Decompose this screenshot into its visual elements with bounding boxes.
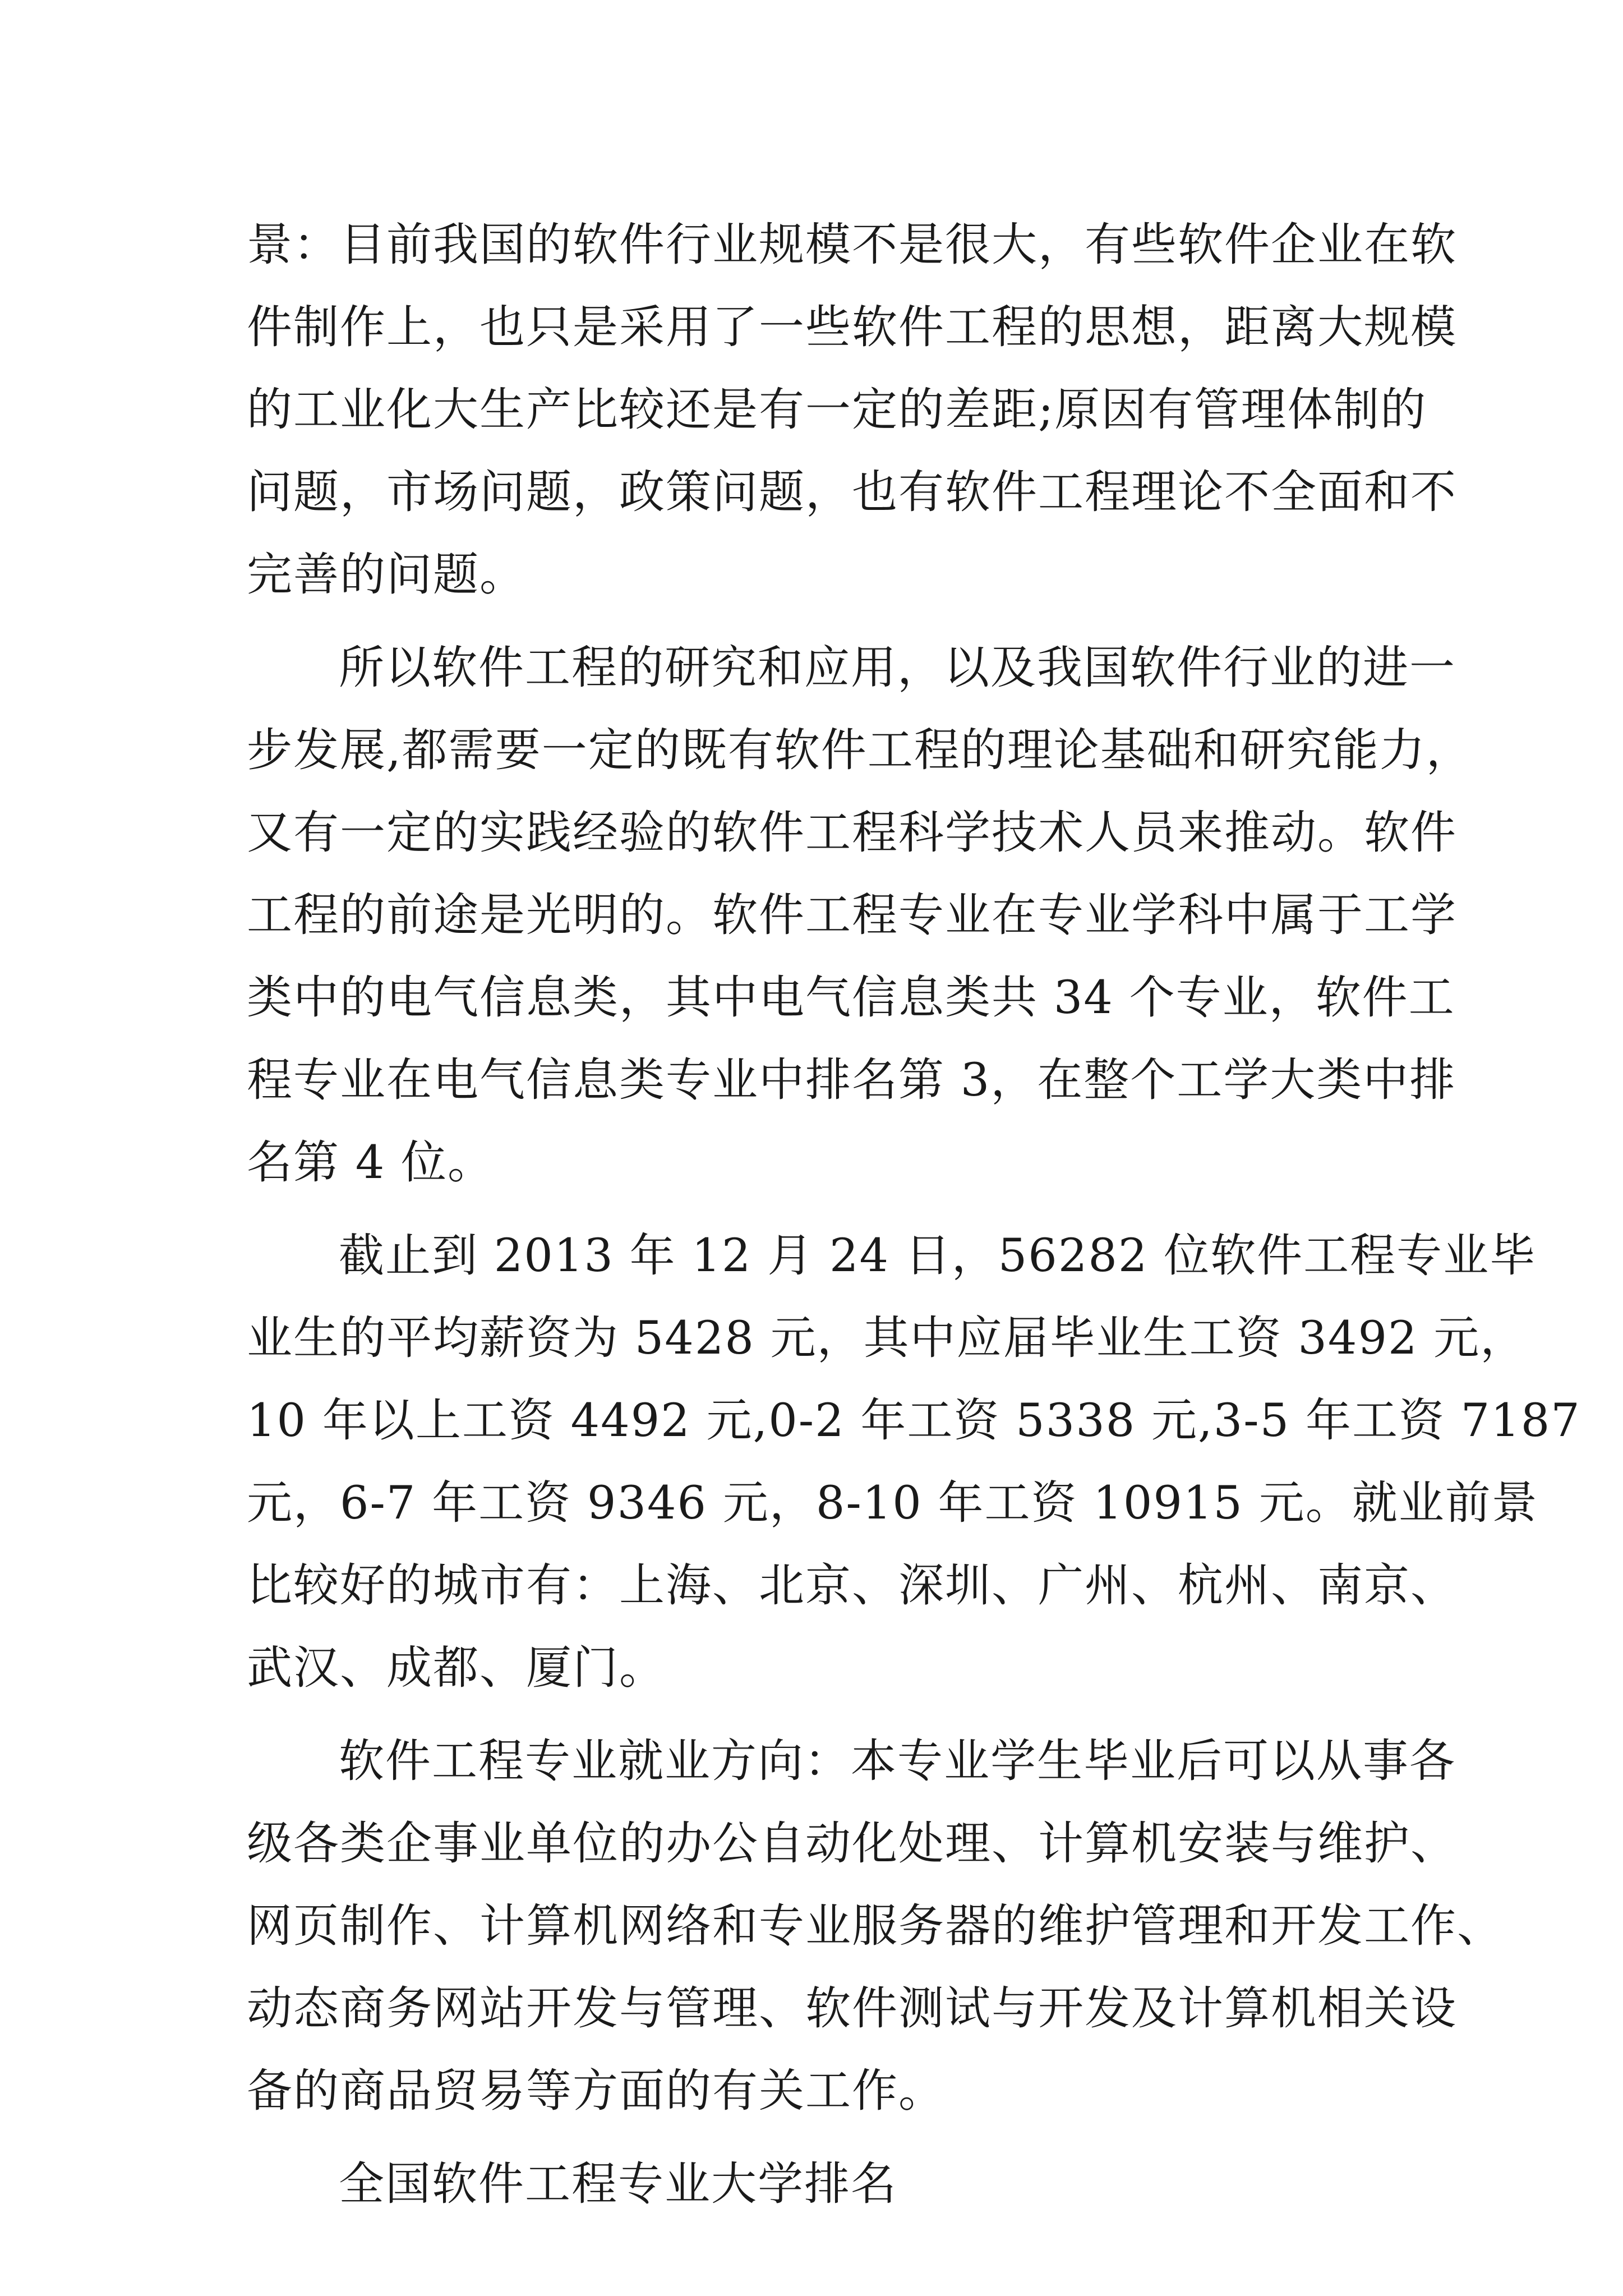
- section-title: 全国软件工程专业大学排名: [339, 2158, 898, 2211]
- text-line: 级各类企事业单位的办公自动化处理、计算机安装与维护、: [247, 1818, 1458, 1870]
- text-line: 业生的平均薪资为 5428 元，其中应届毕业生工资 3492 元，: [247, 1312, 1527, 1365]
- text-line: 完善的问题。: [247, 549, 527, 601]
- text-line: 武汉、成都、厦门。: [247, 1642, 666, 1695]
- text-line: 元，6-7 年工资 9346 元，8-10 年工资 10915 元。就业前景: [247, 1477, 1538, 1530]
- text-line: 类中的电气信息类，其中电气信息类共 34 个专业，软件工: [247, 972, 1455, 1024]
- text-line: 软件工程专业就业方向：本专业学生毕业后可以从事各: [339, 1735, 1456, 1788]
- text-line: 名第 4 位。: [247, 1137, 495, 1189]
- text-line: 10 年以上工资 4492 元,0-2 年工资 5338 元,3-5 年工资 7187: [247, 1395, 1581, 1447]
- text-line: 比较好的城市有：上海、北京、深圳、广州、杭州、南京、: [247, 1559, 1458, 1612]
- text-line: 动态商务网站开发与管理、软件测试与开发及计算机相关设: [247, 1982, 1458, 2035]
- text-line: 所以软件工程的研究和应用，以及我国软件行业的进一: [339, 642, 1456, 694]
- text-line: 件制作上，也只是采用了一些软件工程的思想，距离大规模: [247, 301, 1458, 354]
- text-line: 步发展,都需要一定的既有软件工程的理论基础和研究能力，: [247, 724, 1473, 777]
- text-line: 程专业在电气信息类专业中排名第 3，在整个工学大类中排: [247, 1054, 1456, 1107]
- text-line: 工程的前途是光明的。软件工程专业在专业学科中属于工学: [247, 889, 1458, 942]
- text-line: 景：目前我国的软件行业规模不是很大，有些软件企业在软: [247, 219, 1458, 272]
- text-line: 截止到 2013 年 12 月 24 日，56282 位软件工程专业毕: [339, 1230, 1537, 1282]
- text-line: 的工业化大生产比较还是有一定的差距;原因有管理体制的: [247, 384, 1427, 436]
- text-line: 问题，市场问题，政策问题，也有软件工程理论不全面和不: [247, 466, 1458, 519]
- text-line: 又有一定的实践经验的软件工程科学技术人员来推动。软件: [247, 807, 1458, 859]
- text-line: 网页制作、计算机网络和专业服务器的维护管理和开发工作、: [247, 1900, 1504, 1953]
- text-line: 备的商品贸易等方面的有关工作。: [247, 2065, 946, 2118]
